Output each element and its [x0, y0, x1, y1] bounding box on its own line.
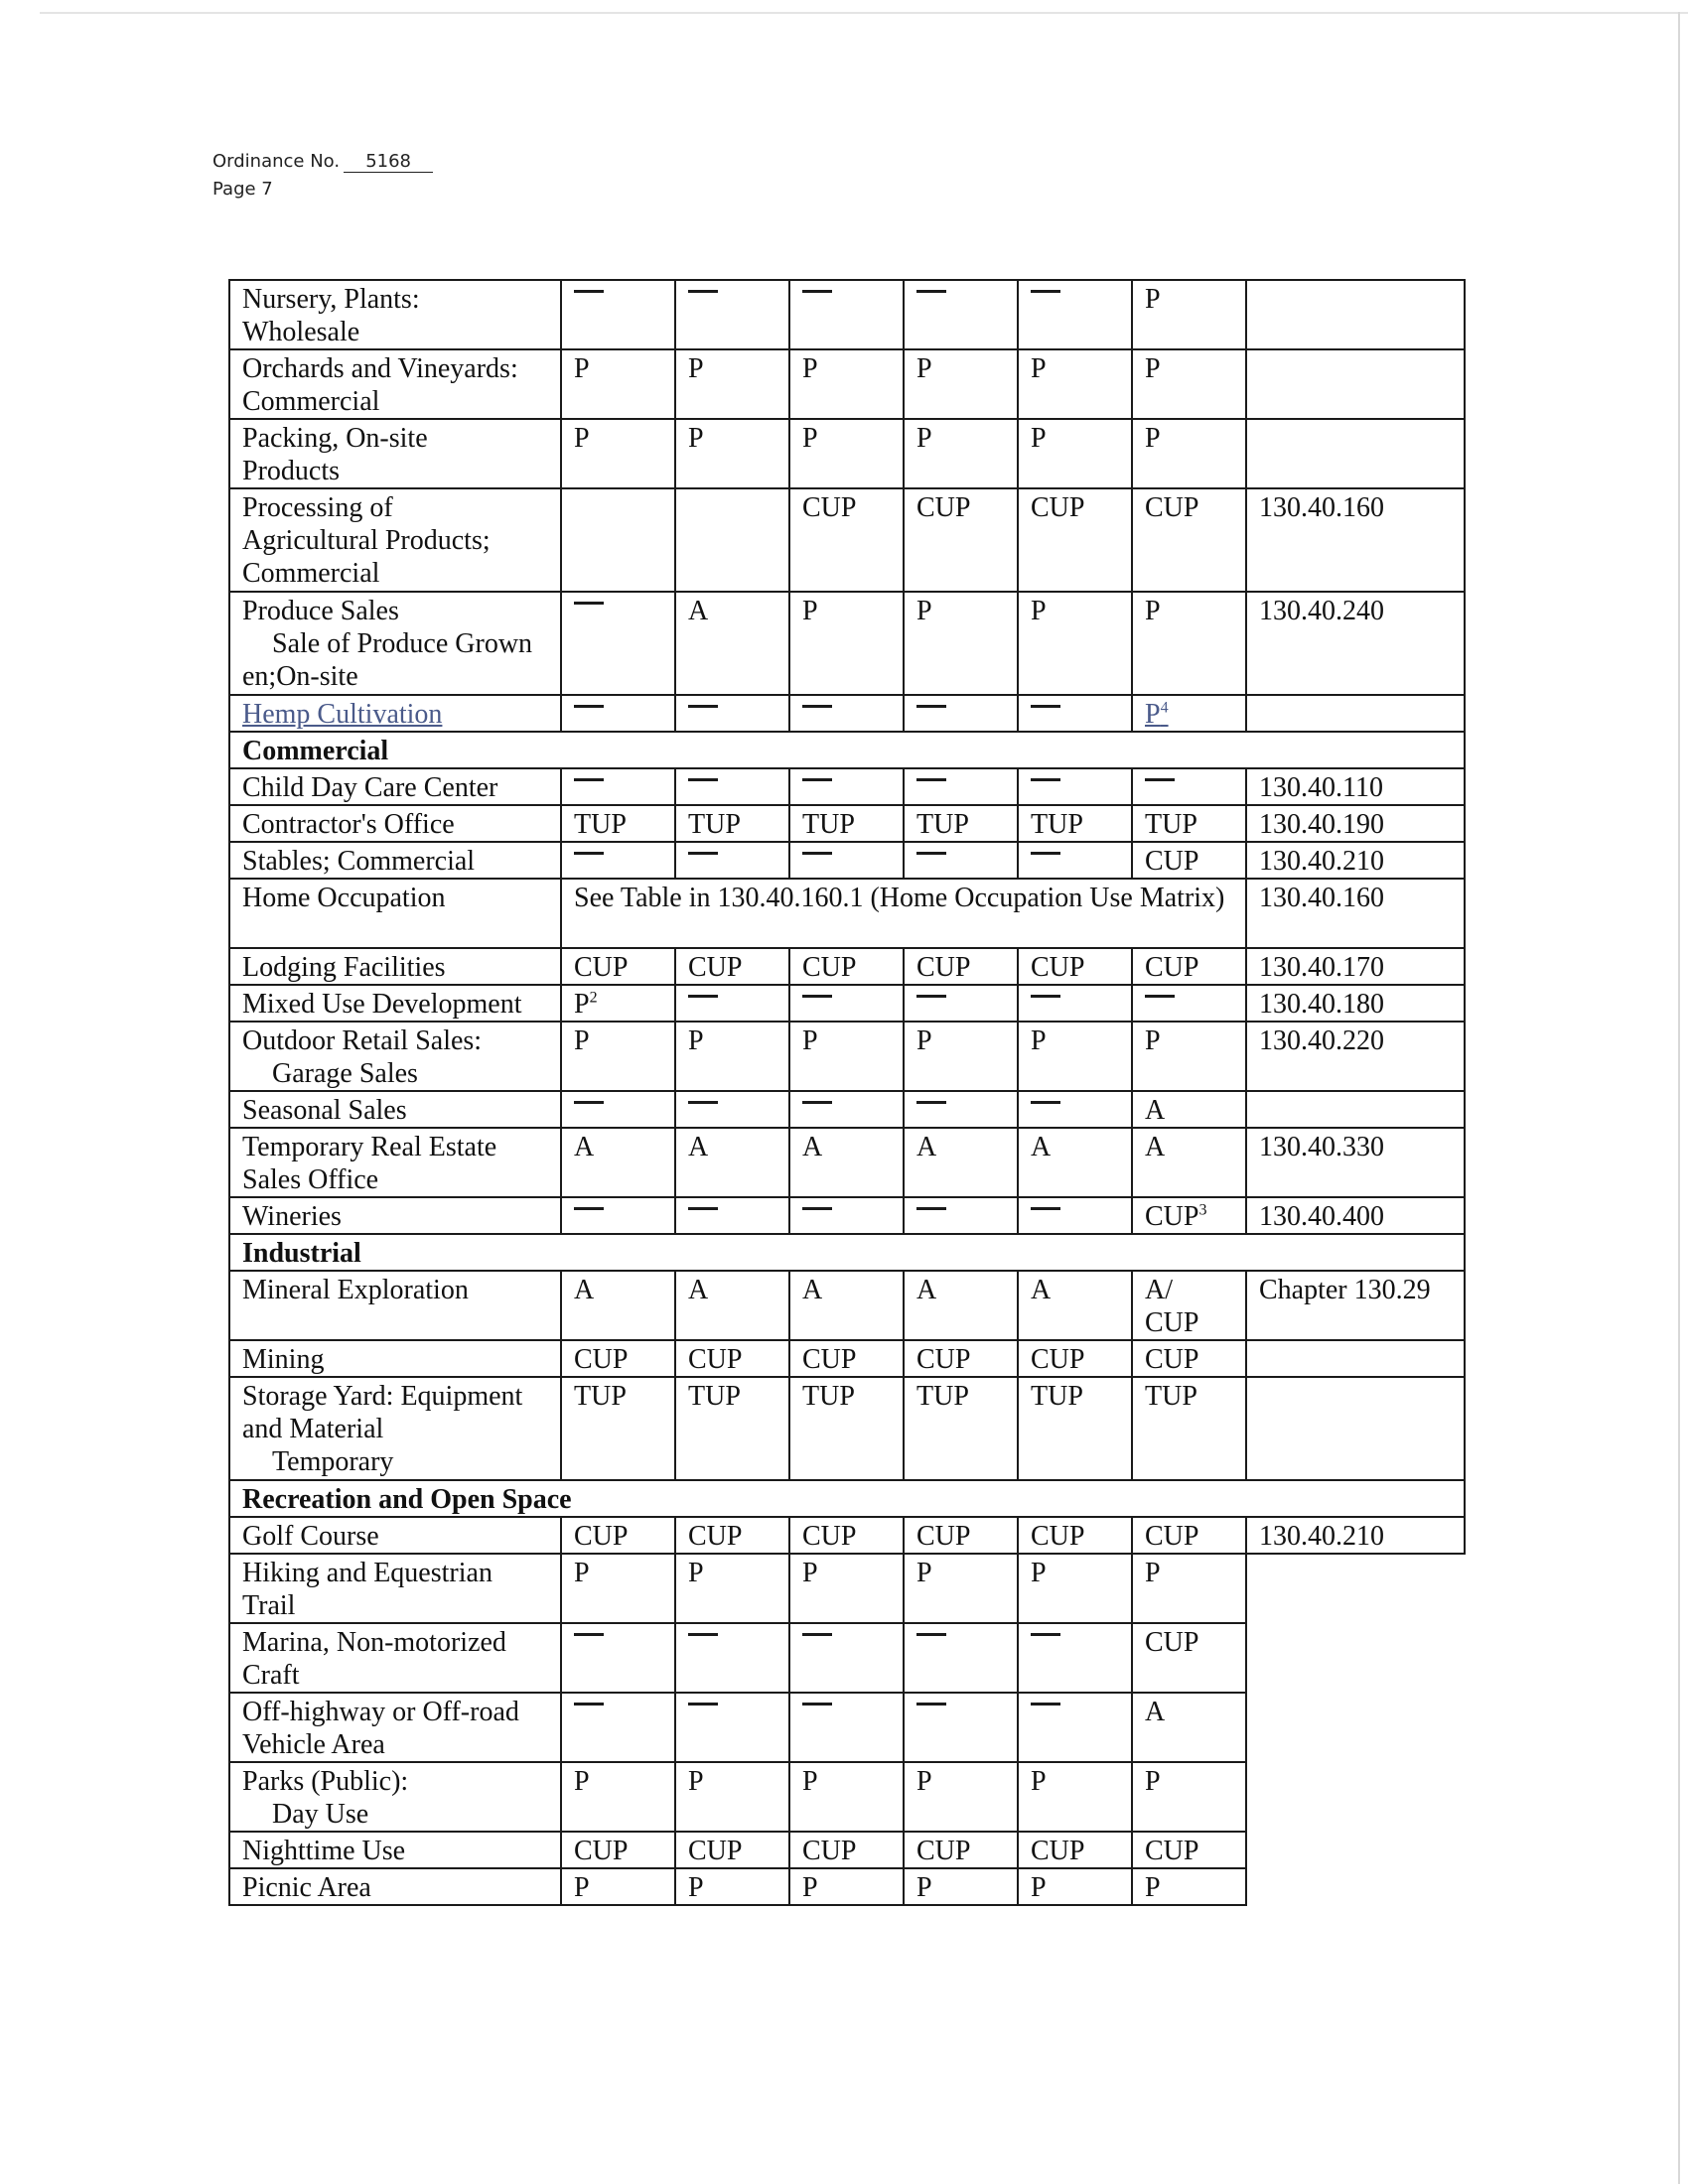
dash-mark: [574, 290, 604, 293]
dash-mark: [574, 1101, 604, 1104]
zone-cell: TUP: [1018, 1377, 1132, 1480]
reference-cell: [1246, 1340, 1465, 1377]
zone-cell: [1018, 695, 1132, 732]
dash-mark: [916, 290, 946, 293]
dash-mark: [688, 705, 718, 708]
zone-cell: P: [675, 1022, 789, 1091]
use-cell: Marina, Non-motorized Craft: [229, 1623, 561, 1693]
dash-mark: [1031, 705, 1060, 708]
zone-cell: P: [1132, 1762, 1246, 1832]
section-heading-commercial: Commercial: [229, 732, 1465, 768]
zone-cell: TUP: [561, 1377, 675, 1480]
zone-cell: CUP: [904, 948, 1018, 985]
scan-right-edge: [1678, 12, 1680, 2184]
zone-cell: [561, 1693, 675, 1762]
zone-cell: TUP: [904, 1377, 1018, 1480]
zone-cell: P: [904, 592, 1018, 695]
zone-cell: CUP: [561, 948, 675, 985]
use-cell: Nighttime Use: [229, 1832, 561, 1868]
zone-cell: P: [904, 1554, 1018, 1623]
zone-cell: P: [561, 1554, 675, 1623]
zone-cell: CUP: [904, 1340, 1018, 1377]
zone-cell: CUP: [789, 1340, 904, 1377]
table-row: [229, 1271, 1465, 1340]
zone-cell: CUP: [789, 948, 904, 985]
dash-mark: [688, 995, 718, 998]
section-heading-row: [229, 1480, 1465, 1517]
table-row: [229, 1022, 1465, 1091]
zone-cell: [675, 1091, 789, 1128]
dash-mark: [1145, 995, 1175, 998]
reference-cell: [1246, 1554, 1465, 1623]
use-matrix-table: [228, 279, 1466, 1906]
zone-cell: TUP: [675, 1377, 789, 1480]
zone-cell: [1018, 1623, 1132, 1693]
zone-cell: CUP: [1132, 1340, 1246, 1377]
dash-mark: [574, 778, 604, 781]
table-row: [229, 948, 1465, 985]
zone-cell: P: [675, 1762, 789, 1832]
use-cell: Parks (Public): Day Use: [229, 1762, 561, 1832]
table-row: [229, 768, 1465, 805]
zone-cell: CUP: [1018, 1832, 1132, 1868]
zone-cell: CUP: [904, 488, 1018, 592]
zone-cell: A: [789, 1128, 904, 1197]
zone-cell: CUP: [675, 1517, 789, 1554]
reference-cell: 130.40.170: [1246, 948, 1465, 985]
dash-mark: [916, 995, 946, 998]
zone-cell: P: [675, 419, 789, 488]
zone-cell: CUP: [1132, 842, 1246, 879]
zone-cell: [675, 280, 789, 349]
zone-cell: [789, 1197, 904, 1234]
zone-cell: P: [789, 1554, 904, 1623]
zone-cell: [904, 1623, 1018, 1693]
page-number: Page 7: [212, 179, 273, 200]
dash-mark: [916, 705, 946, 708]
zone-cell: P: [904, 1868, 1018, 1905]
use-cell: Orchards and Vineyards: Commercial: [229, 349, 561, 419]
zone-cell: [789, 1693, 904, 1762]
dash-mark: [916, 778, 946, 781]
zone-cell: [1018, 1693, 1132, 1762]
zone-cell: CUP: [789, 1832, 904, 1868]
zone-cell: P: [789, 349, 904, 419]
zone-cell: CUP: [675, 1832, 789, 1868]
table-row: [229, 842, 1465, 879]
zone-cell: [789, 768, 904, 805]
zone-cell: [561, 842, 675, 879]
zone-cell: P: [561, 1022, 675, 1091]
zone-cell: [789, 842, 904, 879]
zone-cell: P: [1018, 1762, 1132, 1832]
dash-mark: [802, 1207, 832, 1210]
reference-cell: [1246, 1377, 1465, 1480]
use-cell: Outdoor Retail Sales: Garage Sales: [229, 1022, 561, 1091]
dash-mark: [688, 1207, 718, 1210]
use-cell: Golf Course: [229, 1517, 561, 1554]
dash-mark: [688, 1101, 718, 1104]
dash-mark: [916, 1101, 946, 1104]
dash-mark: [1031, 1633, 1060, 1636]
use-cell: Wineries: [229, 1197, 561, 1234]
zone-cell: [675, 768, 789, 805]
table-row: [229, 1693, 1465, 1762]
zone-cell: CUP: [1132, 1832, 1246, 1868]
table-row: [229, 1377, 1465, 1480]
use-cell: Processing of Agricultural Products; Commercial: [229, 488, 561, 592]
reference-cell: 130.40.160: [1246, 879, 1465, 948]
zone-cell: P: [789, 1762, 904, 1832]
zone-cell: P: [789, 419, 904, 488]
home-occupation-note: See Table in 130.40.160.1 (Home Occupation Use Matrix): [561, 879, 1246, 948]
dash-mark: [916, 1633, 946, 1636]
use-cell: Hemp Cultivation: [229, 695, 561, 732]
zone-cell: P: [1018, 1868, 1132, 1905]
zone-cell: [561, 488, 675, 592]
reference-cell: 130.40.210: [1246, 842, 1465, 879]
zone-cell: [1018, 768, 1132, 805]
dash-mark: [688, 852, 718, 855]
zone-cell: CUP: [1132, 948, 1246, 985]
ordinance-label: Ordinance No.: [212, 151, 341, 172]
reference-cell: 130.40.180: [1246, 985, 1465, 1022]
use-cell: Stables; Commercial: [229, 842, 561, 879]
zone-cell: [561, 1197, 675, 1234]
reference-cell: [1246, 419, 1465, 488]
ordinance-number: 5168: [344, 151, 433, 173]
zone-cell: CUP: [675, 1340, 789, 1377]
zone-cell: CUP: [1132, 1623, 1246, 1693]
dash-mark: [1031, 995, 1060, 998]
dash-mark: [574, 1633, 604, 1636]
use-cell: Home Occupation: [229, 879, 561, 948]
use-cell: Mineral Exploration: [229, 1271, 561, 1340]
zone-cell: P: [1018, 592, 1132, 695]
zone-cell: [675, 842, 789, 879]
dash-mark: [1031, 778, 1060, 781]
section-heading-row: [229, 1234, 1465, 1271]
reference-cell: [1246, 1832, 1465, 1868]
dash-mark: [802, 290, 832, 293]
zone-cell: [789, 1091, 904, 1128]
zone-cell: [789, 280, 904, 349]
table-row: [229, 1128, 1465, 1197]
zone-cell: P: [561, 349, 675, 419]
zone-cell: [904, 280, 1018, 349]
zone-cell: CUP: [1018, 1340, 1132, 1377]
table-row: [229, 1517, 1465, 1554]
use-cell: Off-highway or Off-road Vehicle Area: [229, 1693, 561, 1762]
dash-mark: [574, 1703, 604, 1706]
use-cell: Mixed Use Development: [229, 985, 561, 1022]
zone-cell: $P^2$: [561, 985, 675, 1022]
zone-cell: P: [1132, 419, 1246, 488]
table-row: [229, 592, 1465, 695]
reference-cell: [1246, 1623, 1465, 1693]
use-cell: Hiking and Equestrian Trail: [229, 1554, 561, 1623]
zone-cell: P: [789, 592, 904, 695]
zone-cell: [1018, 1091, 1132, 1128]
use-cell: Temporary Real Estate Sales Office: [229, 1128, 561, 1197]
zone-cell: P: [561, 1762, 675, 1832]
dash-mark: [802, 852, 832, 855]
table-row: [229, 1868, 1465, 1905]
table-row: [229, 419, 1465, 488]
scan-top-edge: [40, 12, 1688, 14]
dash-mark: [916, 852, 946, 855]
use-cell: Nursery, Plants: Wholesale: [229, 280, 561, 349]
dash-mark: [802, 778, 832, 781]
zone-cell: TUP: [1018, 805, 1132, 842]
reference-cell: 130.40.220: [1246, 1022, 1465, 1091]
zone-cell: [675, 1197, 789, 1234]
zone-cell: CUP: [1018, 488, 1132, 592]
zone-cell: A/ CUP: [1132, 1271, 1246, 1340]
zone-cell: TUP: [904, 805, 1018, 842]
zone-cell: P: [904, 349, 1018, 419]
dash-mark: [1145, 778, 1175, 781]
reference-cell: 130.40.330: [1246, 1128, 1465, 1197]
zone-cell: CUP: [1018, 1517, 1132, 1554]
table-row: [229, 985, 1465, 1022]
zone-cell: [1132, 985, 1246, 1022]
section-heading-row: [229, 732, 1465, 768]
table-row: [229, 349, 1465, 419]
zone-cell: [1132, 768, 1246, 805]
use-cell: Mining: [229, 1340, 561, 1377]
table-row: [229, 695, 1465, 732]
reference-cell: [1246, 1693, 1465, 1762]
table-row: [229, 280, 1465, 349]
reference-cell: [1246, 349, 1465, 419]
zone-cell: [904, 1197, 1018, 1234]
zone-cell: P: [675, 1554, 789, 1623]
reference-cell: [1246, 695, 1465, 732]
zone-cell: CUP: [904, 1517, 1018, 1554]
dash-mark: [574, 852, 604, 855]
zone-cell: [675, 1623, 789, 1693]
zone-cell: P: [675, 349, 789, 419]
zone-cell: CUP: [675, 948, 789, 985]
zone-cell: [904, 985, 1018, 1022]
zone-cell: [561, 768, 675, 805]
reference-cell: 130.40.190: [1246, 805, 1465, 842]
zone-cell: [789, 695, 904, 732]
zone-cell: P: [1018, 419, 1132, 488]
reference-cell: 130.40.160: [1246, 488, 1465, 592]
table-row: [229, 1554, 1465, 1623]
use-cell: Contractor's Office: [229, 805, 561, 842]
zone-cell: P: [1132, 280, 1246, 349]
zone-cell: P: [789, 1868, 904, 1905]
zone-cell: [561, 592, 675, 695]
dash-mark: [1031, 852, 1060, 855]
dash-mark: [688, 778, 718, 781]
ordinance-number-line: [212, 151, 433, 173]
zone-cell: P: [1132, 1554, 1246, 1623]
dash-mark: [688, 1633, 718, 1636]
zone-cell: [1018, 280, 1132, 349]
section-heading-industrial: Industrial: [229, 1234, 1465, 1271]
dash-mark: [802, 1703, 832, 1706]
zone-cell: $P^4$: [1132, 695, 1246, 732]
zone-cell: A: [1132, 1091, 1246, 1128]
section-heading-recreation: Recreation and Open Space: [229, 1480, 1465, 1517]
reference-cell: Chapter 130.29: [1246, 1271, 1465, 1340]
zone-cell: A: [561, 1128, 675, 1197]
zone-cell: TUP: [789, 805, 904, 842]
dash-mark: [802, 705, 832, 708]
zone-cell: A: [675, 592, 789, 695]
table-row: [229, 1091, 1465, 1128]
reference-cell: 130.40.400: [1246, 1197, 1465, 1234]
dash-mark: [802, 995, 832, 998]
zone-cell: [675, 488, 789, 592]
zone-cell: A: [904, 1271, 1018, 1340]
dash-mark: [1031, 290, 1060, 293]
zone-cell: CUP: [1132, 488, 1246, 592]
zone-cell: P: [789, 1022, 904, 1091]
zone-cell: TUP: [561, 805, 675, 842]
zone-cell: [675, 985, 789, 1022]
zone-cell: TUP: [1132, 1377, 1246, 1480]
zone-cell: A: [1132, 1693, 1246, 1762]
zone-cell: A: [789, 1271, 904, 1340]
zone-cell: A: [561, 1271, 675, 1340]
dash-mark: [802, 1633, 832, 1636]
zone-cell: CUP: [561, 1832, 675, 1868]
zone-cell: A: [1018, 1271, 1132, 1340]
zone-cell: [561, 695, 675, 732]
zone-cell: P: [1132, 1868, 1246, 1905]
use-cell: Picnic Area: [229, 1868, 561, 1905]
zone-cell: CUP: [1132, 1517, 1246, 1554]
use-cell: Lodging Facilities: [229, 948, 561, 985]
zone-cell: [904, 695, 1018, 732]
zone-cell: CUP: [789, 1517, 904, 1554]
zone-cell: A: [1132, 1128, 1246, 1197]
dash-mark: [574, 602, 604, 605]
dash-mark: [688, 290, 718, 293]
reference-cell: 130.40.110: [1246, 768, 1465, 805]
zone-cell: [904, 1693, 1018, 1762]
reference-cell: [1246, 1762, 1465, 1832]
zone-cell: TUP: [789, 1377, 904, 1480]
zone-cell: A: [675, 1271, 789, 1340]
zone-cell: [1018, 985, 1132, 1022]
dash-mark: [916, 1703, 946, 1706]
zone-cell: P: [904, 1022, 1018, 1091]
table-row: [229, 1762, 1465, 1832]
reference-cell: 130.40.240: [1246, 592, 1465, 695]
zone-cell: [561, 280, 675, 349]
zone-cell: P: [1132, 1022, 1246, 1091]
zone-cell: P: [1132, 349, 1246, 419]
zone-cell: P: [1018, 1022, 1132, 1091]
zone-cell: A: [675, 1128, 789, 1197]
zone-cell: CUP$^3$: [1132, 1197, 1246, 1234]
dash-mark: [916, 1207, 946, 1210]
reference-cell: [1246, 1091, 1465, 1128]
zone-cell: P: [1018, 1554, 1132, 1623]
zone-cell: [904, 842, 1018, 879]
zone-cell: A: [1018, 1128, 1132, 1197]
zone-cell: CUP: [1018, 948, 1132, 985]
zone-cell: CUP: [904, 1832, 1018, 1868]
zone-cell: [789, 1623, 904, 1693]
zone-cell: [561, 1091, 675, 1128]
table-row: [229, 1197, 1465, 1234]
zone-cell: P: [904, 419, 1018, 488]
table-row: [229, 488, 1465, 592]
zone-cell: TUP: [1132, 805, 1246, 842]
reference-cell: [1246, 1868, 1465, 1905]
zone-cell: P: [561, 1868, 675, 1905]
zone-cell: [1018, 1197, 1132, 1234]
dash-mark: [1031, 1703, 1060, 1706]
table-row: [229, 1340, 1465, 1377]
zone-cell: [904, 1091, 1018, 1128]
zone-cell: [904, 768, 1018, 805]
dash-mark: [1031, 1101, 1060, 1104]
use-cell: Storage Yard: Equipment and Material Temporary: [229, 1377, 561, 1480]
table-row: [229, 805, 1465, 842]
dash-mark: [574, 705, 604, 708]
table-row: [229, 879, 1465, 948]
table-row: [229, 1832, 1465, 1868]
zone-cell: CUP: [789, 488, 904, 592]
zone-cell: P: [1132, 592, 1246, 695]
dash-mark: [1031, 1207, 1060, 1210]
table-row: [229, 1623, 1465, 1693]
zone-cell: CUP: [561, 1340, 675, 1377]
use-cell: Seasonal Sales: [229, 1091, 561, 1128]
zone-cell: [789, 985, 904, 1022]
zone-cell: [1018, 842, 1132, 879]
zone-cell: P: [1018, 349, 1132, 419]
zone-cell: P: [675, 1868, 789, 1905]
zone-cell: A: [904, 1128, 1018, 1197]
dash-mark: [574, 1207, 604, 1210]
zone-cell: CUP: [561, 1517, 675, 1554]
dash-mark: [802, 1101, 832, 1104]
zone-cell: [675, 695, 789, 732]
zone-cell: [561, 1623, 675, 1693]
use-cell: Produce Sales Sale of Produce Grown en;On-site: [229, 592, 561, 695]
zone-cell: TUP: [675, 805, 789, 842]
reference-cell: [1246, 280, 1465, 349]
use-cell: Packing, On-site Products: [229, 419, 561, 488]
use-cell: Child Day Care Center: [229, 768, 561, 805]
zone-cell: P: [561, 419, 675, 488]
dash-mark: [688, 1703, 718, 1706]
zone-cell: [675, 1693, 789, 1762]
zone-cell: P: [904, 1762, 1018, 1832]
reference-cell: 130.40.210: [1246, 1517, 1465, 1554]
